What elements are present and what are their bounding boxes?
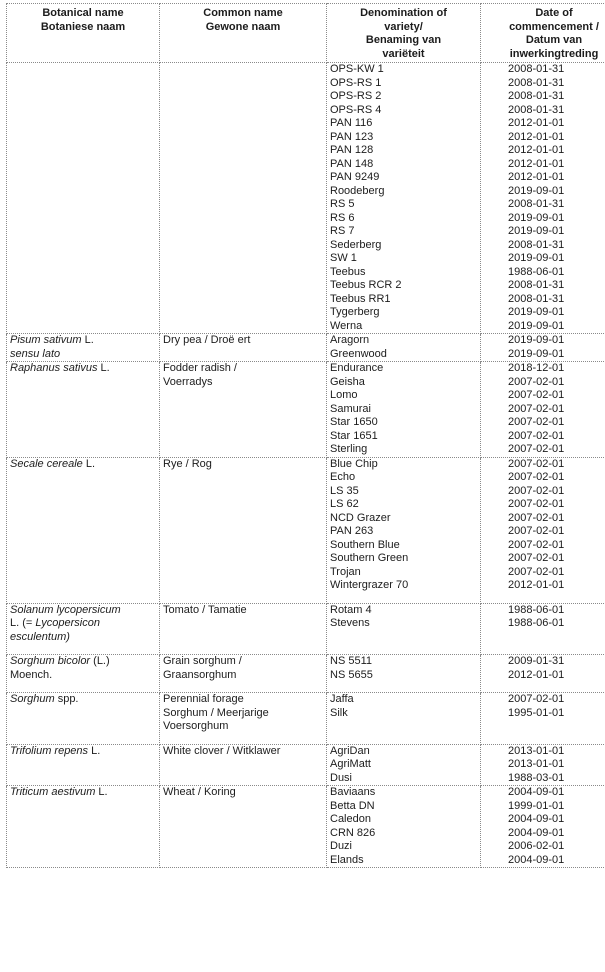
variety-name: Teebus (330, 265, 366, 278)
variety-cell (327, 334, 481, 362)
variety-cell (327, 744, 481, 786)
variety-name: Sederberg (330, 238, 382, 251)
commencement-date: 2007-02-01 (508, 538, 565, 551)
botanical-name-italic: Solanum lycopersicum (10, 603, 121, 616)
header-variety-denomination (327, 4, 481, 63)
botanical-name-italic: Raphanus sativus (10, 362, 98, 374)
commencement-date: 2007-02-01 (508, 457, 565, 470)
botanical-name-italic: Secale cereale (10, 457, 83, 470)
botanical-name-author: L. (= (10, 617, 36, 629)
variety-name: OPS-RS 2 (330, 90, 382, 102)
botanical-name-cell (7, 603, 160, 655)
common-name-line: Dry pea / Droë ert (163, 334, 251, 346)
botanical-name-italic: Pisum sativum (10, 334, 82, 346)
commencement-date: 2019-09-01 (508, 211, 565, 224)
variety-name: Baviaans (330, 786, 376, 798)
botanical-name-italic: Triticum aestivum (10, 786, 96, 798)
table-row (7, 63, 605, 334)
common-name-cell (160, 63, 327, 334)
botanical-name-line (10, 786, 156, 800)
variety-name: NCD Grazer (330, 511, 391, 524)
commencement-date-cell (481, 655, 605, 693)
variety-name: Trojan (330, 565, 361, 578)
variety-name: Geisha (330, 375, 365, 388)
variety-name: Wintergrazer 70 (330, 579, 409, 591)
variety-name: Duzi (330, 840, 353, 852)
commencement-date: 2004-09-01 (508, 786, 565, 798)
botanical-name-line (10, 693, 156, 707)
variety-name: PAN 9249 (330, 171, 380, 183)
commencement-date-cell (481, 693, 605, 745)
botanical-name-cell (7, 334, 160, 362)
commencement-date: 2008-01-31 (508, 90, 565, 102)
botanical-name-author: L. (97, 362, 110, 374)
variety-cell (327, 457, 481, 603)
common-name-cell (160, 693, 327, 745)
common-name-cell (160, 362, 327, 458)
commencement-date-cell (481, 603, 605, 655)
commencement-date: 2008-01-31 (508, 292, 565, 305)
variety-cell (327, 63, 481, 334)
commencement-date: 2019-09-01 (508, 347, 565, 360)
variety-name: Teebus RCR 2 (330, 279, 402, 291)
commencement-date: 2008-01-31 (508, 238, 565, 251)
variety-name: RS 7 (330, 225, 355, 237)
botanical-name-line (10, 458, 156, 472)
variety-name: CRN 826 (330, 826, 376, 839)
commencement-date: 2007-02-01 (508, 693, 565, 705)
variety-name: LS 35 (330, 484, 359, 497)
variety-name: Echo (330, 471, 356, 483)
variety-name: SW 1 (330, 252, 357, 264)
botanical-name-cell (7, 693, 160, 745)
variety-name: PAN 263 (330, 525, 374, 537)
commencement-date: 1988-06-01 (508, 617, 565, 629)
commencement-date: 1988-06-01 (508, 265, 565, 278)
commencement-date-cell (481, 744, 605, 786)
variety-name: Rotam 4 (330, 603, 372, 616)
botanical-name-author: L. (88, 744, 101, 757)
botanical-name-cell (7, 744, 160, 786)
botanical-name-author: Moench. (10, 668, 53, 681)
variety-cell (327, 693, 481, 745)
variety-name: Stevens (330, 617, 370, 629)
common-name-cell (160, 334, 327, 362)
variety-name: Teebus RR1 (330, 292, 391, 305)
variety-name: AgriMatt (330, 758, 371, 770)
variety-name: Lomo (330, 389, 358, 401)
variety-name: RS 5 (330, 198, 355, 210)
commencement-date: 2007-02-01 (508, 375, 565, 388)
botanical-name-italic: Lycopersicon (35, 617, 100, 629)
commencement-date-cell (481, 457, 605, 603)
header-line: variety/ (384, 20, 423, 33)
common-name-line: Voersorghum (163, 720, 229, 732)
common-name-cell (160, 603, 327, 655)
commencement-date: 2019-09-01 (508, 319, 565, 332)
commencement-date: 2007-02-01 (508, 443, 565, 455)
header-commencement-date (481, 4, 605, 63)
botanical-name-line (10, 745, 156, 759)
commencement-date: 2007-02-01 (508, 511, 565, 524)
variety-cell (327, 786, 481, 868)
commencement-date: 2019-09-01 (508, 184, 565, 197)
variety-name: OPS-KW 1 (330, 63, 384, 75)
botanical-name-italic: Sorghum (10, 693, 55, 705)
variety-cell (327, 362, 481, 458)
commencement-date: 2018-12-01 (508, 362, 565, 374)
commencement-date: 1988-03-01 (508, 771, 565, 784)
table-row (7, 744, 605, 786)
commencement-date: 2007-02-01 (508, 429, 565, 442)
commencement-date: 2012-01-01 (508, 130, 565, 143)
botanical-name-author: (L.) (90, 655, 110, 667)
commencement-date: 2008-01-31 (508, 103, 565, 116)
header-botanical-name (7, 4, 160, 63)
variety-name: OPS-RS 4 (330, 103, 382, 116)
common-name-line: Wheat / Koring (163, 786, 236, 798)
commencement-date: 2006-02-01 (508, 840, 565, 852)
common-name-line: Graansorghum (163, 668, 237, 681)
commencement-date: 2004-09-01 (508, 826, 565, 839)
variety-name: Greenwood (330, 347, 387, 360)
commencement-date: 2007-02-01 (508, 498, 565, 510)
variety-name: Southern Green (330, 552, 409, 564)
commencement-date: 1988-06-01 (508, 603, 565, 616)
botanical-name-cell (7, 655, 160, 693)
variety-name: PAN 148 (330, 157, 374, 170)
botanical-name-cell (7, 786, 160, 868)
table-row (7, 693, 605, 745)
variety-name: Roodeberg (330, 184, 385, 197)
common-name-line: Grain sorghum / (163, 655, 242, 667)
common-name-line: Voerradys (163, 375, 213, 388)
variety-name: Jaffa (330, 693, 354, 705)
commencement-date: 2013-01-01 (508, 758, 565, 770)
variety-name: AgriDan (330, 744, 370, 757)
variety-name: Southern Blue (330, 538, 400, 551)
variety-name: Samurai (330, 402, 371, 415)
botanical-name-line (10, 669, 156, 683)
botanical-name-author: spp. (54, 693, 79, 705)
botanical-name-italic: sensu lato (10, 347, 61, 360)
header-line: Benaming van (365, 34, 442, 46)
variety-name: Star 1651 (330, 429, 378, 442)
variety-name: Werna (330, 319, 363, 332)
botanical-name-italic: Sorghum bicolor (10, 655, 91, 667)
header-line: Common name (203, 7, 283, 19)
commencement-date: 2012-01-01 (508, 171, 565, 183)
commencement-date: 2012-01-01 (508, 144, 565, 156)
table-row (7, 362, 605, 458)
botanical-name-author: L. (95, 786, 108, 798)
variety-name: Caledon (330, 813, 371, 825)
commencement-date-cell (481, 786, 605, 868)
variety-register-table (6, 3, 605, 868)
commencement-date-cell (481, 362, 605, 458)
table-body (7, 63, 605, 868)
header-line: Denomination of (360, 7, 447, 19)
botanical-name-italic: Trifolium repens (10, 744, 89, 757)
commencement-date: 2007-02-01 (508, 416, 565, 428)
commencement-date: 2019-09-01 (508, 225, 565, 237)
botanical-name-line (10, 362, 156, 376)
commencement-date: 2012-01-01 (508, 117, 565, 129)
header-line: Date of (535, 7, 573, 19)
commencement-date: 2019-09-01 (508, 306, 565, 318)
variety-name: Elands (330, 853, 364, 866)
common-name-line: White clover / Witklawer (163, 744, 281, 757)
variety-name: PAN 116 (330, 117, 373, 129)
botanical-name-line (10, 604, 156, 618)
header-line: Gewone naam (205, 20, 281, 33)
common-name-line: Perennial forage (163, 693, 244, 705)
variety-name: OPS-RS 1 (330, 76, 382, 89)
commencement-date: 1995-01-01 (508, 706, 565, 719)
table-row (7, 457, 605, 603)
commencement-date: 2008-01-31 (508, 76, 565, 89)
botanical-name-cell (7, 457, 160, 603)
variety-name: Silk (330, 706, 348, 719)
header-common-name (160, 4, 327, 63)
table-row (7, 334, 605, 362)
header-line: inwerkingtreding (509, 47, 599, 60)
header-line: Botanical name (42, 7, 124, 19)
commencement-date: 2007-02-01 (508, 402, 565, 415)
header-line: variëteit (382, 47, 425, 60)
variety-name: Blue Chip (330, 457, 378, 470)
common-name-line: Rye / Rog (163, 457, 212, 470)
botanical-name-author: L. (81, 334, 94, 346)
botanical-name-line (10, 348, 156, 362)
variety-cell (327, 603, 481, 655)
commencement-date: 2019-09-01 (508, 252, 565, 264)
variety-name: Aragorn (330, 334, 370, 346)
botanical-name-line (10, 655, 156, 669)
variety-name: LS 62 (330, 498, 359, 510)
variety-name: Star 1650 (330, 416, 378, 428)
common-name-line: Sorghum / Meerjarige (163, 706, 269, 719)
variety-name: PAN 128 (330, 144, 374, 156)
botanical-name-line (10, 334, 156, 348)
header-line: commencement / (509, 20, 599, 33)
variety-name: Endurance (330, 362, 384, 374)
botanical-name-cell (7, 63, 160, 334)
variety-register-sheet (6, 3, 599, 868)
commencement-date: 2007-02-01 (508, 525, 565, 537)
commencement-date: 2012-01-01 (508, 157, 565, 170)
commencement-date: 2007-02-01 (508, 389, 565, 401)
variety-name: Betta DN (330, 799, 375, 812)
variety-name: NS 5655 (330, 668, 373, 681)
table-row (7, 786, 605, 868)
botanical-name-line (10, 617, 156, 631)
variety-cell (327, 655, 481, 693)
commencement-date: 2007-02-01 (508, 484, 565, 497)
common-name-cell (160, 655, 327, 693)
commencement-date: 2004-09-01 (508, 853, 565, 866)
commencement-date: 2007-02-01 (508, 552, 565, 564)
variety-name: NS 5511 (330, 655, 372, 667)
common-name-line: Fodder radish / (163, 362, 237, 374)
commencement-date: 2008-01-31 (508, 198, 565, 210)
table-row (7, 603, 605, 655)
header-line: Datum van (525, 34, 583, 46)
commencement-date: 1999-01-01 (508, 799, 565, 812)
header-line: Botaniese naam (40, 20, 126, 33)
common-name-cell (160, 457, 327, 603)
botanical-name-cell (7, 362, 160, 458)
botanical-name-author: L. (82, 457, 96, 470)
common-name-line: Tomato / Tamatie (163, 603, 247, 616)
variety-name: Tygerberg (330, 306, 380, 318)
commencement-date: 2012-01-01 (508, 579, 565, 591)
commencement-date: 2019-09-01 (508, 334, 565, 346)
commencement-date: 2007-02-01 (508, 565, 565, 578)
variety-name: RS 6 (330, 211, 355, 224)
common-name-cell (160, 744, 327, 786)
botanical-name-italic: esculentum) (10, 630, 70, 643)
commencement-date: 2012-01-01 (508, 668, 565, 681)
commencement-date-cell (481, 334, 605, 362)
commencement-date: 2004-09-01 (508, 813, 565, 825)
table-header-row (7, 4, 605, 63)
commencement-date: 2007-02-01 (508, 471, 565, 483)
common-name-cell (160, 786, 327, 868)
commencement-date: 2008-01-31 (508, 63, 565, 75)
commencement-date: 2008-01-31 (508, 279, 565, 291)
botanical-name-line (10, 631, 156, 645)
commencement-date: 2013-01-01 (508, 744, 565, 757)
variety-name: Sterling (330, 443, 368, 455)
commencement-date: 2009-01-31 (508, 655, 565, 667)
commencement-date-cell (481, 63, 605, 334)
variety-name: PAN 123 (330, 130, 374, 143)
variety-name: Dusi (330, 771, 353, 784)
table-row (7, 655, 605, 693)
